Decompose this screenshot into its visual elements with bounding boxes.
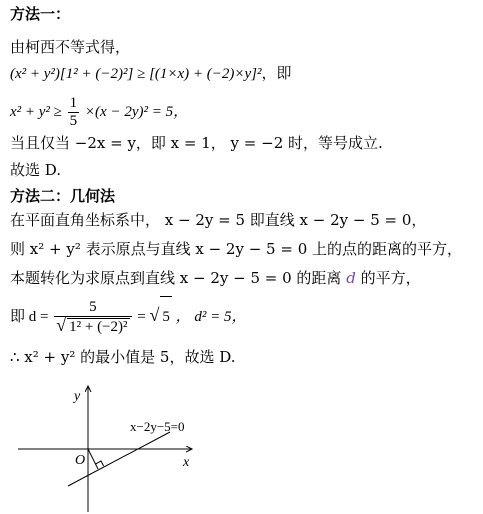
d-den: 1² + (−2)² (69, 319, 128, 336)
d-den-wrap: √ 1² + (−2)² (56, 315, 128, 336)
distance-d: d (346, 269, 356, 287)
method2-line5: ∴ x² + y² 的最小值是 5，故选 D. (10, 348, 236, 366)
ineq-tail: ，即 (261, 66, 292, 82)
d-num: 5 (54, 299, 131, 317)
ineq-geq: ≥ (137, 66, 146, 82)
line4-pre: 即 d = (10, 309, 49, 325)
method1-line1: 由柯西不等式得， (10, 38, 131, 56)
line3-lhs: x² + y² ≥ (10, 104, 62, 120)
method2-line4: 即 d = $\frac{5}{\text{√ 1² + (−2)²}}$ = √ 5 ， d² = 5， (10, 295, 247, 337)
coordinate-figure (0, 374, 483, 514)
x-axis-label: x (183, 455, 190, 470)
method1-line4: 当且仅当 −2x = y，即 x = 1， y = −2 时，等号成立. (10, 134, 383, 152)
frac-num: 1 (69, 95, 78, 112)
frac-den: 5 (69, 113, 78, 130)
right-angle-mark (96, 461, 104, 466)
method1-line3 (10, 94, 188, 130)
method2-line2: 则 x² + y² 表示原点与直线 x − 2y − 5 = 0 上的点的距离的平方， (10, 240, 463, 258)
sqrt-five: 5 (160, 296, 172, 337)
line4-post: ， d² = 5， (175, 309, 247, 325)
method2-heading: 方法二：几何法 (10, 187, 116, 205)
fraction-one-fifth (68, 95, 80, 130)
ineq-lhs: (x² + y²)[1² + (−2)²] (10, 66, 134, 82)
method1-line5: 故选 D. (10, 161, 62, 179)
distance-fraction (54, 299, 131, 336)
method2-line3 (10, 268, 421, 288)
y-axis-label: y (74, 389, 81, 404)
method2-line1: 在平面直角坐标系中， x − 2y = 5 即直线 x − 2y − 5 = 0， (10, 211, 427, 229)
line3-rhs: ×(x − 2y)² = 5， (84, 104, 189, 120)
origin-label: O (75, 453, 86, 468)
method1-heading: 方法一： (10, 5, 71, 23)
perpendicular (88, 449, 98, 469)
line3-a: 本题转化为求原点到直线 x − 2y − 5 = 0 的距离 (10, 269, 342, 287)
ineq-rhs: [(1×x) + (−2)×y]² (149, 66, 262, 82)
line-equation-label: x−2y−5=0 (130, 419, 185, 434)
line4-mid: = (137, 309, 146, 325)
line3-b: 的平方， (360, 269, 421, 287)
cauchy-inequality (10, 64, 292, 84)
